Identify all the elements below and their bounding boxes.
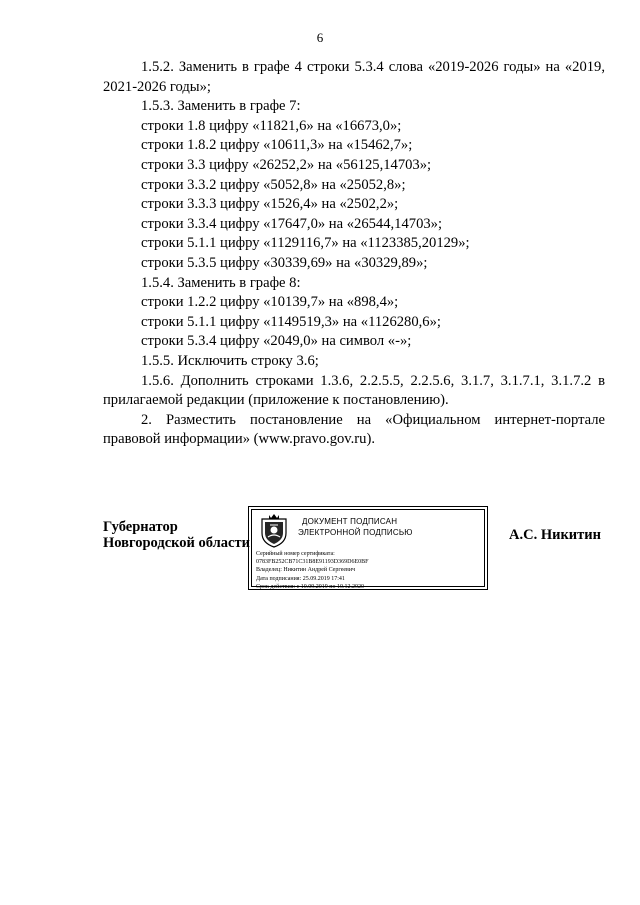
list-item: строки 3.3.4 цифру «17647,0» на «26544,14703»;: [141, 215, 443, 232]
list-item: строки 5.3.5 цифру «30339,69» на «30329,89»;: [141, 254, 428, 271]
paragraph-line: 2021-2026 годы»;: [103, 78, 211, 95]
paragraph-line: 1.5.6. Дополнить строками 1.3.6, 2.2.5.5, 2.2.5.6, 3.1.7, 3.1.7.1, 3.1.7.2 в: [141, 372, 605, 389]
paragraph-line: 2. Разместить постановление на «Официальном интернет-портале: [141, 411, 605, 428]
signer-name: А.С. Никитин: [509, 527, 601, 543]
electronic-signature-stamp: [248, 506, 488, 590]
list-item: строки 1.2.2 цифру «10139,7» на «898,4»;: [141, 294, 399, 311]
list-item: строки 5.3.4 цифру «2049,0» на символ «-»;: [141, 333, 412, 350]
paragraph-1-5-3-heading: 1.5.3. Заменить в графе 7:: [141, 98, 301, 115]
page-number: 6: [316, 30, 324, 45]
stamp-heading-line: ДОКУМЕНТ ПОДПИСАН: [302, 517, 398, 526]
paragraph-1-5-2: [103, 58, 605, 97]
list-item: строки 1.8.2 цифру «10611,3» на «15462,7»;: [141, 137, 413, 154]
paragraph-line: 1.5.2. Заменить в графе 4 строки 5.3.4 слова «2019-2026 годы» на «2019,: [141, 59, 605, 75]
certificate-number: 0783FB252CB71C31B8E91193D369D6E0BF: [256, 559, 369, 566]
paragraph-1-5-5: 1.5.5. Исключить строку 3.6;: [141, 352, 319, 369]
list-item: строки 5.1.1 цифру «1129116,7» на «1123385,20129»;: [141, 235, 470, 252]
paragraph-1-5-6: [103, 372, 605, 411]
document-body: [103, 58, 605, 450]
signatory-title-line: Губернатор: [103, 519, 178, 535]
signing-date: Дата подписания: 25.09.2019 17:41: [256, 575, 345, 582]
list-item: строки 1.8 цифру «11821,6» на «16673,0»;: [141, 117, 402, 134]
stamp-heading: [298, 516, 413, 538]
list-item: строки 3.3 цифру «26252,2» на «56125,14703»;: [141, 156, 432, 173]
stamp-inner-border: [251, 509, 485, 590]
signatory-title-line: Новгородской области: [103, 535, 250, 551]
coat-of-arms-icon: [256, 513, 292, 549]
certificate-owner: Владелец: Никитин Андрей Сергеевич: [256, 567, 356, 574]
stamp-heading-line: ЭЛЕКТРОННОЙ ПОДПИСЬЮ: [298, 528, 413, 537]
validity-period: Срок действия: с 10.09.2019 по 10.12.2020: [256, 583, 364, 590]
paragraph-2: [103, 411, 605, 450]
paragraph-line: прилагаемой редакции (приложение к постановлению).: [103, 392, 449, 409]
paragraph-1-5-4-heading: 1.5.4. Заменить в графе 8:: [141, 274, 301, 291]
stamp-details: [256, 550, 368, 591]
list-item: строки 3.3.3 цифру «1526,4» на «2502,2»;: [141, 196, 399, 213]
signatory-title: [103, 519, 250, 551]
list-item: строки 5.1.1 цифру «1149519,3» на «1126280,6»;: [141, 313, 441, 330]
certificate-label: Серийный номер сертификата:: [256, 551, 335, 557]
paragraph-line: правовой информации» (www.pravo.gov.ru).: [103, 431, 375, 448]
list-item: строки 3.3.2 цифру «5052,8» на «25052,8»;: [141, 176, 406, 193]
